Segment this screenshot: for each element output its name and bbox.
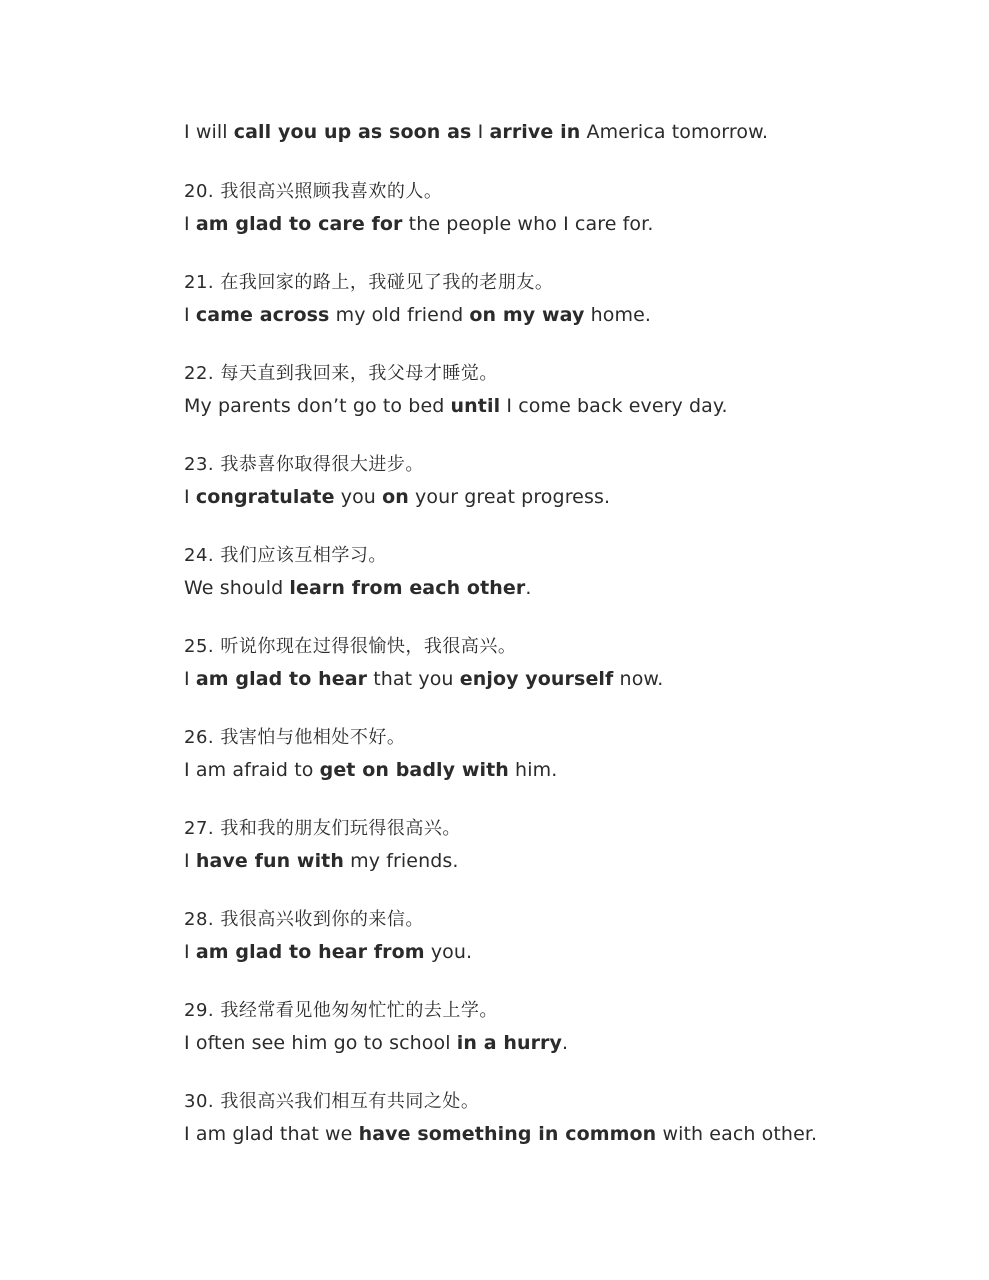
english-sentence: [184, 1031, 568, 1055]
sentence-segment: him.: [508, 759, 558, 781]
english-sentence: [184, 120, 768, 144]
sentence-segment: America tomorrow.: [580, 121, 769, 143]
sentence-segment: I am glad that we: [184, 1123, 359, 1145]
sentence-segment: home.: [584, 304, 652, 326]
chinese-sentence: 23. 我恭喜你取得很大进步。: [184, 454, 424, 475]
sentence-segment: I am afraid to: [184, 759, 320, 781]
key-phrase: am glad to hear from: [195, 941, 425, 963]
sentence-segment: I: [184, 486, 196, 508]
key-phrase: enjoy yourself: [459, 668, 614, 690]
english-sentence: [184, 576, 532, 600]
key-phrase: until: [450, 395, 501, 417]
sentence-segment: you.: [424, 941, 473, 963]
sentence-segment: I: [184, 213, 196, 235]
sentence-segment: I: [184, 941, 196, 963]
sentence-segment: my old friend: [329, 304, 470, 326]
sentence-segment: my friends.: [344, 850, 459, 872]
sentence-segment: I will: [184, 121, 234, 143]
english-sentence: [184, 212, 653, 236]
chinese-sentence: 27. 我和我的朋友们玩得很高兴。: [184, 818, 461, 839]
english-sentence: [184, 849, 459, 873]
key-phrase: get on badly with: [319, 759, 509, 781]
key-phrase: arrive in: [489, 121, 581, 143]
key-phrase: congratulate: [195, 486, 335, 508]
key-phrase: on my way: [469, 304, 585, 326]
sentence-segment: .: [562, 1032, 569, 1054]
key-phrase: am glad to hear: [195, 668, 368, 690]
sentence-segment: I come back every day.: [500, 395, 728, 417]
sentence-segment: We should: [184, 577, 290, 599]
sentence-segment: I often see him go to school: [184, 1032, 457, 1054]
english-sentence: [184, 303, 651, 327]
chinese-sentence: 22. 每天直到我回来，我父母才睡觉。: [184, 363, 498, 384]
english-sentence: [184, 394, 728, 418]
sentence-segment: now.: [613, 668, 664, 690]
sentence-segment: I: [471, 121, 490, 143]
english-sentence: [184, 667, 663, 691]
english-sentence: [184, 485, 610, 509]
key-phrase: have fun with: [195, 850, 344, 872]
sentence-segment: I: [184, 304, 196, 326]
key-phrase: came across: [195, 304, 330, 326]
chinese-sentence: 30. 我很高兴我们相互有共同之处。: [184, 1091, 480, 1112]
english-sentence: [184, 940, 472, 964]
sentence-segment: .: [525, 577, 532, 599]
chinese-sentence: 24. 我们应该互相学习。: [184, 545, 387, 566]
sentence-segment: I: [184, 850, 196, 872]
sentence-segment: that you: [367, 668, 460, 690]
chinese-sentence: 26. 我害怕与他相处不好。: [184, 727, 406, 748]
sentence-segment: with each other.: [656, 1123, 818, 1145]
key-phrase: call you up as soon as: [233, 121, 472, 143]
chinese-sentence: 28. 我很高兴收到你的来信。: [184, 909, 424, 930]
sentence-segment: I: [184, 668, 196, 690]
sentence-segment: the people who I care for.: [402, 213, 654, 235]
key-phrase: learn from each other: [289, 577, 526, 599]
key-phrase: am glad to care for: [195, 213, 403, 235]
sentence-segment: My parents don’t go to bed: [184, 395, 451, 417]
key-phrase: in a hurry: [456, 1032, 563, 1054]
chinese-sentence: 21. 在我回家的路上，我碰见了我的老朋友。: [184, 272, 554, 293]
english-sentence: [184, 758, 557, 782]
key-phrase: have something in common: [358, 1123, 657, 1145]
english-sentence: [184, 1122, 817, 1146]
chinese-sentence: 25. 听说你现在过得很愉快，我很高兴。: [184, 636, 517, 657]
sentence-segment: you: [334, 486, 383, 508]
chinese-sentence: 20. 我很高兴照顾我喜欢的人。: [184, 181, 443, 202]
sentence-segment: your great progress.: [408, 486, 611, 508]
key-phrase: on: [382, 486, 409, 508]
chinese-sentence: 29. 我经常看见他匆匆忙忙的去上学。: [184, 1000, 498, 1021]
